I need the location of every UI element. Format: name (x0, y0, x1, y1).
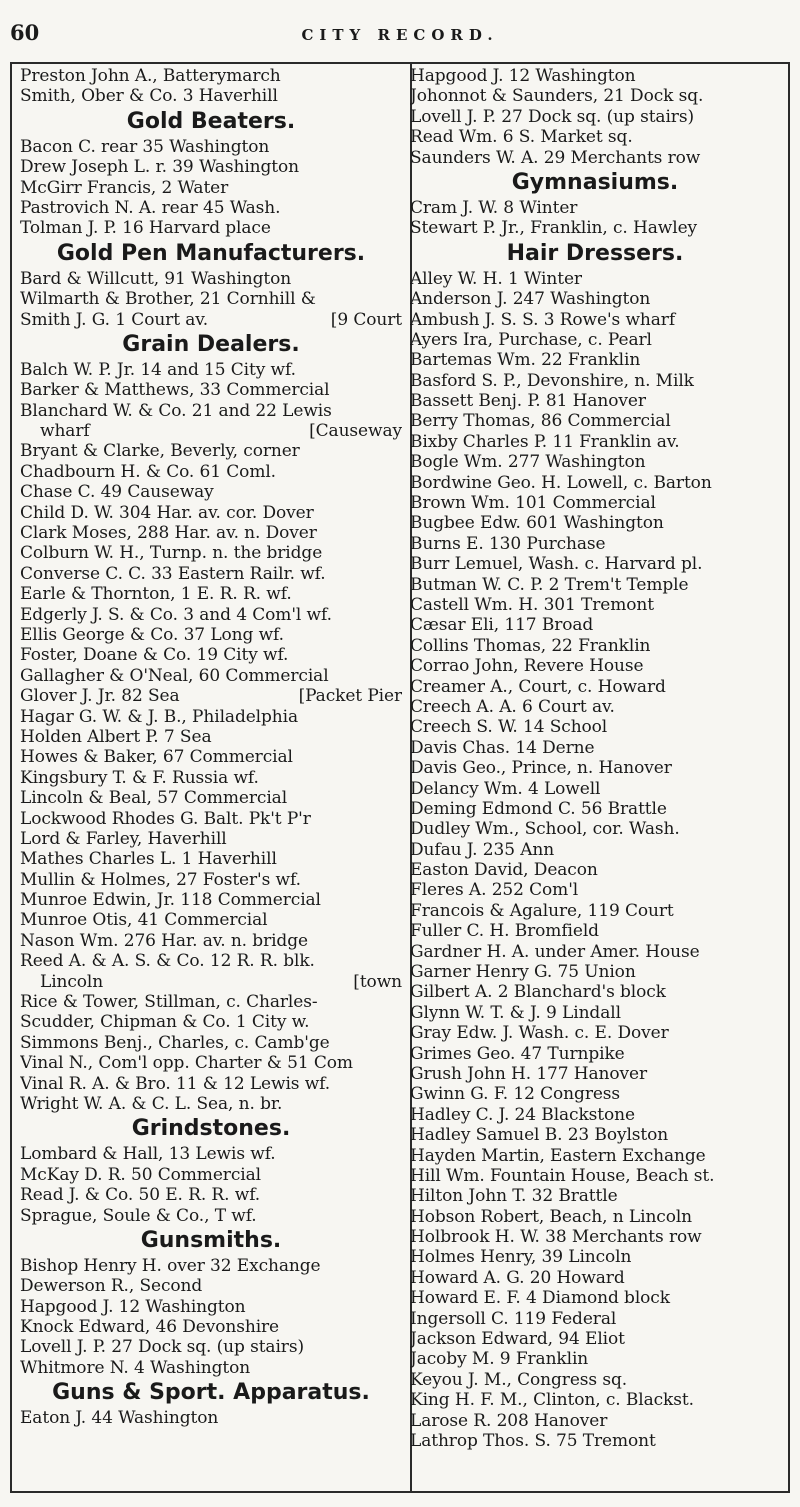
entry-text: Burr Lemuel, Wash. c. Harvard pl. (410, 554, 703, 575)
directory-entry (410, 1186, 780, 1206)
directory-entry (20, 218, 402, 238)
directory-entry (410, 636, 780, 656)
directory-entry (410, 1309, 780, 1329)
directory-entry (410, 310, 780, 330)
directory-entry (20, 1408, 402, 1428)
entry-text: Gardner H. A. under Amer. House (410, 941, 700, 962)
entry-text: Lincoln (40, 971, 104, 992)
directory-entry (410, 1207, 780, 1227)
directory-entry (20, 269, 402, 289)
directory-entry (410, 1227, 780, 1247)
directory-entry (410, 391, 780, 411)
entry-text: Anderson J. 247 Washington (410, 289, 651, 310)
directory-entry (20, 157, 402, 177)
entry-text: Stewart P. Jr., Franklin, c. Hawley (410, 218, 698, 239)
entry-text: Burns E. 130 Purchase (410, 533, 606, 554)
directory-entry (20, 1185, 402, 1205)
directory-entry (20, 66, 402, 86)
entry-text: Lovell J. P. 27 Dock sq. (up stairs) (410, 106, 694, 127)
entry-text: Holden Albert P. 7 Sea (20, 726, 212, 747)
listing-frame (10, 62, 790, 1493)
directory-entry (20, 829, 402, 849)
entry-text: Vinal R. A. & Bro. 11 & 12 Lewis wf. (20, 1073, 331, 1094)
directory-entry (20, 1297, 402, 1317)
directory-entry (20, 910, 402, 930)
entry-text: Child D. W. 304 Har. av. cor. Dover (20, 502, 314, 523)
directory-entry (410, 595, 780, 615)
directory-entry (410, 1125, 780, 1145)
entry-text: Johonnot & Saunders, 21 Dock sq. (410, 86, 704, 107)
directory-entry (20, 707, 402, 727)
directory-entry (410, 819, 780, 839)
entry-text: Preston John A., Batterymarch (20, 66, 281, 86)
entry-text: Collins Thomas, 22 Franklin (410, 635, 651, 656)
entry-text: Wright W. A. & C. L. Sea, n. br. (20, 1093, 283, 1114)
entry-text: Davis Geo., Prince, n. Hanover (410, 758, 672, 779)
directory-entry (410, 921, 780, 941)
entry-continuation: [town (353, 971, 402, 992)
entry-text: Larose R. 208 Hanover (410, 1410, 608, 1431)
entry-text: Glover J. Jr. 82 Sea (20, 686, 180, 707)
directory-entry (20, 1276, 402, 1296)
entry-text: Chadbourn H. & Co. 61 Coml. (20, 461, 276, 482)
directory-entry (20, 972, 402, 992)
directory-entry (410, 198, 780, 218)
entry-text: Grimes Geo. 47 Turnpike (410, 1043, 625, 1064)
entry-text: Gilbert A. 2 Blanchard's block (410, 982, 666, 1003)
directory-entry (410, 1349, 780, 1369)
directory-entry (410, 1044, 780, 1064)
entry-text: Knock Edward, 46 Devonshire (20, 1317, 280, 1338)
entry-text: Dewerson R., Second (20, 1276, 203, 1297)
directory-entry (410, 269, 780, 289)
directory-entry (20, 931, 402, 951)
entry-text: Ayers Ira, Purchase, c. Pearl (410, 329, 652, 350)
entry-text: Vinal N., Com'l opp. Charter & 51 Com (20, 1053, 353, 1074)
directory-entry (20, 543, 402, 563)
category-heading: Gunsmiths. (140, 1227, 282, 1253)
directory-entry (410, 840, 780, 860)
directory-entry (410, 717, 780, 737)
directory-entry (410, 66, 780, 86)
directory-entry (410, 656, 780, 676)
directory-entry (410, 493, 780, 513)
directory-entry (410, 86, 780, 106)
entry-text: Dudley Wm., School, cor. Wash. (410, 819, 680, 840)
directory-entry (20, 849, 402, 869)
directory-entry (20, 1165, 402, 1185)
directory-entry (410, 615, 780, 635)
entry-text: Creamer A., Court, c. Howard (410, 676, 666, 697)
entry-text: Davis Chas. 14 Derne (410, 737, 595, 758)
entry-text: Converse C. C. 33 Eastern Railr. wf. (20, 563, 326, 584)
entry-text: Cram J. W. 8 Winter (410, 197, 578, 218)
directory-entry (20, 605, 402, 625)
entry-text: Basford S. P., Devonshire, n. Milk (410, 370, 694, 391)
entry-text: Chase C. 49 Causeway (20, 482, 214, 503)
directory-entry (410, 880, 780, 900)
category-heading: Grindstones. (131, 1116, 291, 1142)
directory-entry (20, 401, 402, 421)
entry-text: Grush John H. 177 Hanover (410, 1063, 648, 1084)
right-column (410, 66, 780, 1491)
directory-entry (410, 411, 780, 431)
entry-text: Jackson Edward, 94 Eliot (410, 1329, 625, 1350)
entry-text: Foster, Doane & Co. 19 City wf. (20, 645, 289, 666)
directory-entry (20, 1337, 402, 1357)
directory-entry (20, 768, 402, 788)
entry-text: Scudder, Chipman & Co. 1 City w. (20, 1012, 310, 1033)
directory-entry (410, 942, 780, 962)
directory-entry (410, 534, 780, 554)
directory-entry (410, 289, 780, 309)
directory-entry (20, 1033, 402, 1053)
directory-entry (20, 360, 402, 380)
directory-entry (410, 148, 780, 168)
category-heading: Guns & Sport. Apparatus. (52, 1380, 370, 1406)
directory-entry (410, 962, 780, 982)
entry-text: Creech A. A. 6 Court av. (410, 696, 615, 717)
entry-text: Dufau J. 235 Ann (410, 839, 555, 860)
directory-entry (410, 1105, 780, 1125)
entry-text: Bassett Benj. P. 81 Hanover (410, 391, 646, 412)
directory-entry (410, 1247, 780, 1267)
entry-text: Lincoln & Beal, 57 Commercial (20, 788, 288, 809)
entry-text: Hapgood J. 12 Washington (20, 1296, 246, 1317)
entry-text: Garner Henry G. 75 Union (410, 962, 636, 983)
entry-text: McGirr Francis, 2 Water (20, 177, 229, 198)
entry-text: Berry Thomas, 86 Commercial (410, 411, 671, 432)
entry-text: Earle & Thornton, 1 E. R. R. wf. (20, 584, 292, 605)
entry-text: Lord & Farley, Haverhill (20, 828, 227, 849)
directory-entry (20, 992, 402, 1012)
entry-text: Butman W. C. P. 2 Trem't Temple (410, 574, 689, 595)
entry-text: Bordwine Geo. H. Lowell, c. Barton (410, 472, 712, 493)
entry-text: Delancy Wm. 4 Lowell (410, 778, 601, 799)
directory-entry (410, 1370, 780, 1390)
directory-entry (410, 758, 780, 778)
directory-entry (20, 666, 402, 686)
entry-text: Eaton J. 44 Washington (20, 1408, 219, 1429)
entry-text: Ellis George & Co. 37 Long wf. (20, 624, 284, 645)
directory-entry (20, 482, 402, 502)
entry-text: Ingersoll C. 119 Federal (410, 1308, 617, 1329)
entry-text: Blanchard W. & Co. 21 and 22 Lewis (20, 400, 332, 421)
directory-entry (20, 727, 402, 747)
directory-entry (20, 523, 402, 543)
entry-text: Kingsbury T. & F. Russia wf. (20, 767, 259, 788)
directory-entry (410, 513, 780, 533)
directory-entry (410, 432, 780, 452)
entry-text: Alley W. H. 1 Winter (410, 268, 582, 289)
entry-text: Smith J. G. 1 Court av. (20, 309, 209, 330)
entry-text: Gallagher & O'Neal, 60 Commercial (20, 665, 329, 686)
entry-text: Drew Joseph L. r. 39 Washington (20, 157, 300, 178)
entry-text: Bogle Wm. 277 Washington (410, 452, 646, 473)
directory-entry (410, 1329, 780, 1349)
directory-entry (20, 564, 402, 584)
directory-entry (410, 1064, 780, 1084)
entry-text: Bacon C. rear 35 Washington (20, 136, 270, 157)
directory-entry (410, 1084, 780, 1104)
directory-entry (20, 870, 402, 890)
directory-entry (20, 198, 402, 218)
directory-entry (20, 462, 402, 482)
directory-entry (20, 890, 402, 910)
entry-text: Bugbee Edw. 601 Washington (410, 513, 664, 534)
entry-text: Rice & Tower, Stillman, c. Charles- (20, 992, 318, 1013)
entry-text: Lathrop Thos. S. 75 Tremont (410, 1431, 656, 1451)
directory-entry (410, 677, 780, 697)
directory-entry (20, 1358, 402, 1378)
entry-text: Reed A. & A. S. & Co. 12 R. R. blk. (20, 951, 315, 972)
directory-entry (20, 584, 402, 604)
entry-continuation: [Causeway (309, 421, 402, 442)
directory-entry (410, 371, 780, 391)
entry-text: Easton David, Deacon (410, 860, 598, 881)
directory-entry (410, 1023, 780, 1043)
directory-entry (20, 1012, 402, 1032)
directory-entry (20, 1144, 402, 1164)
entry-text: Saunders W. A. 29 Merchants row (410, 147, 701, 168)
page-header (10, 20, 790, 60)
entry-text: Smith, Ober & Co. 3 Haverhill (20, 86, 278, 107)
entry-text: Bartemas Wm. 22 Franklin (410, 350, 641, 371)
directory-entry (410, 1003, 780, 1023)
directory-entry (20, 380, 402, 400)
entry-text: King H. F. M., Clinton, c. Blackst. (410, 1390, 694, 1411)
entry-text: Read Wm. 6 S. Market sq. (410, 127, 633, 148)
directory-entry (410, 1166, 780, 1186)
entry-text: Mullin & Holmes, 27 Foster's wf. (20, 869, 301, 890)
entry-text: Fleres A. 252 Com'l (410, 880, 579, 901)
entry-text: Deming Edmond C. 56 Brattle (410, 798, 667, 819)
entry-text: Hadley C. J. 24 Blackstone (410, 1104, 635, 1125)
category-heading: Hair Dressers. (506, 240, 684, 266)
entry-text: Sprague, Soule & Co., T wf. (20, 1205, 257, 1226)
entry-text: Brown Wm. 101 Commercial (410, 493, 656, 514)
entry-text: wharf (40, 421, 90, 442)
entry-text: Hilton John T. 32 Brattle (410, 1186, 618, 1207)
directory-entry (20, 1053, 402, 1073)
directory-entry (20, 178, 402, 198)
entry-text: Lockwood Rhodes G. Balt. Pk't P'r (20, 808, 311, 829)
entry-text: Bixby Charles P. 11 Franklin av. (410, 431, 680, 452)
directory-entry (410, 1288, 780, 1308)
directory-entry (410, 107, 780, 127)
entry-text: Tolman J. P. 16 Harvard place (20, 218, 271, 239)
entry-text: Pastrovich N. A. rear 45 Wash. (20, 197, 281, 218)
directory-entry (410, 554, 780, 574)
entry-text: Jacoby M. 9 Franklin (410, 1349, 589, 1370)
entry-text: Simmons Benj., Charles, c. Camb'ge (20, 1032, 330, 1053)
directory-entry (410, 473, 780, 493)
entry-text: McKay D. R. 50 Commercial (20, 1164, 261, 1185)
directory-entry (410, 799, 780, 819)
entry-text: Holbrook H. W. 38 Merchants row (410, 1227, 702, 1248)
entry-text: Lovell J. P. 27 Dock sq. (up stairs) (20, 1337, 304, 1358)
directory-entry (410, 127, 780, 147)
entry-text: Hill Wm. Fountain House, Beach st. (410, 1165, 715, 1186)
category-heading: Grain Dealers. (122, 331, 300, 357)
entry-text: Munroe Edwin, Jr. 118 Commercial (20, 890, 321, 911)
entry-continuation: [Packet Pier (298, 686, 402, 707)
entry-text: Hayden Martin, Eastern Exchange (410, 1145, 706, 1166)
directory-entry (20, 289, 402, 309)
entry-text: Bryant & Clarke, Beverly, corner (20, 441, 300, 462)
entry-text: Gwinn G. F. 12 Congress (410, 1084, 621, 1105)
entry-text: Keyou J. M., Congress sq. (410, 1369, 628, 1390)
directory-entry (410, 1268, 780, 1288)
directory-entry (410, 1411, 780, 1431)
directory-entry (20, 686, 402, 706)
entry-text: Castell Wm. H. 301 Tremont (410, 594, 654, 615)
directory-entry (410, 901, 780, 921)
entry-text: Hagar G. W. & J. B., Philadelphia (20, 706, 299, 727)
category-heading: Gold Beaters. (126, 108, 296, 134)
directory-entry (410, 330, 780, 350)
directory-entry (410, 779, 780, 799)
directory-entry (20, 421, 402, 441)
entry-text: Bard & Willcutt, 91 Washington (20, 268, 292, 289)
left-column (20, 66, 402, 1491)
directory-entry (20, 310, 402, 330)
directory-entry (410, 982, 780, 1002)
directory-entry (20, 1317, 402, 1337)
directory-entry (20, 1256, 402, 1276)
category-heading: Gymnasiums. (511, 169, 679, 195)
directory-entry (410, 1390, 780, 1410)
page-title: CITY RECORD. (301, 26, 499, 44)
entry-text: Edgerly J. S. & Co. 3 and 4 Com'l wf. (20, 604, 332, 625)
entry-text: Wilmarth & Brother, 21 Cornhill & (20, 289, 316, 310)
directory-entry (20, 1094, 402, 1114)
entry-text: Cæsar Eli, 117 Broad (410, 615, 594, 636)
directory-entry (20, 441, 402, 461)
directory-entry (410, 1146, 780, 1166)
directory-entry (20, 809, 402, 829)
entry-text: Bishop Henry H. over 32 Exchange (20, 1255, 321, 1276)
directory-entry (20, 1074, 402, 1094)
entry-text: Fuller C. H. Bromfield (410, 921, 599, 942)
entry-text: Mathes Charles L. 1 Haverhill (20, 849, 277, 870)
entry-text: Creech S. W. 14 School (410, 717, 608, 738)
directory-entry (20, 503, 402, 523)
entry-text: Gray Edw. J. Wash. c. E. Dover (410, 1023, 669, 1044)
entry-text: Balch W. P. Jr. 14 and 15 City wf. (20, 359, 296, 380)
directory-entry (20, 1206, 402, 1226)
entry-text: Holmes Henry, 39 Lincoln (410, 1247, 632, 1268)
directory-entry (410, 350, 780, 370)
directory-entry (20, 788, 402, 808)
entry-text: Hadley Samuel B. 23 Boylston (410, 1125, 669, 1146)
entry-text: Glynn W. T. & J. 9 Lindall (410, 1002, 621, 1023)
entry-text: Lombard & Hall, 13 Lewis wf. (20, 1144, 276, 1165)
directory-entry (20, 747, 402, 767)
entry-text: Corrao John, Revere House (410, 656, 644, 677)
directory-entry (410, 575, 780, 595)
directory-entry (20, 951, 402, 971)
entry-text: Whitmore N. 4 Washington (20, 1357, 251, 1378)
entry-text: Howard E. F. 4 Diamond block (410, 1288, 670, 1309)
directory-entry (20, 625, 402, 645)
entry-text: Clark Moses, 288 Har. av. n. Dover (20, 523, 317, 544)
page-number: 60 (10, 20, 40, 45)
directory-entry (410, 1431, 780, 1451)
directory-entry (410, 860, 780, 880)
entry-continuation: [9 Court (330, 309, 402, 330)
entry-text: Hapgood J. 12 Washington (410, 66, 636, 86)
entry-text: Howard A. G. 20 Howard (410, 1267, 625, 1288)
directory-entry (410, 218, 780, 238)
entry-text: Francois & Agalure, 119 Court (410, 900, 674, 921)
directory-entry (410, 452, 780, 472)
directory-entry (20, 645, 402, 665)
directory-entry (410, 738, 780, 758)
entry-text: Hobson Robert, Beach, n Lincoln (410, 1206, 693, 1227)
entry-text: Read J. & Co. 50 E. R. R. wf. (20, 1185, 261, 1206)
entry-text: Munroe Otis, 41 Commercial (20, 910, 268, 931)
directory-entry (20, 137, 402, 157)
entry-text: Colburn W. H., Turnp. n. the bridge (20, 543, 323, 564)
entry-text: Ambush J. S. S. 3 Rowe's wharf (410, 309, 676, 330)
entry-text: Nason Wm. 276 Har. av. n. bridge (20, 930, 308, 951)
entry-text: Howes & Baker, 67 Commercial (20, 747, 293, 768)
category-heading: Gold Pen Manufacturers. (56, 240, 366, 266)
directory-entry (410, 697, 780, 717)
directory-entry (20, 86, 402, 106)
entry-text: Barker & Matthews, 33 Commercial (20, 380, 330, 401)
